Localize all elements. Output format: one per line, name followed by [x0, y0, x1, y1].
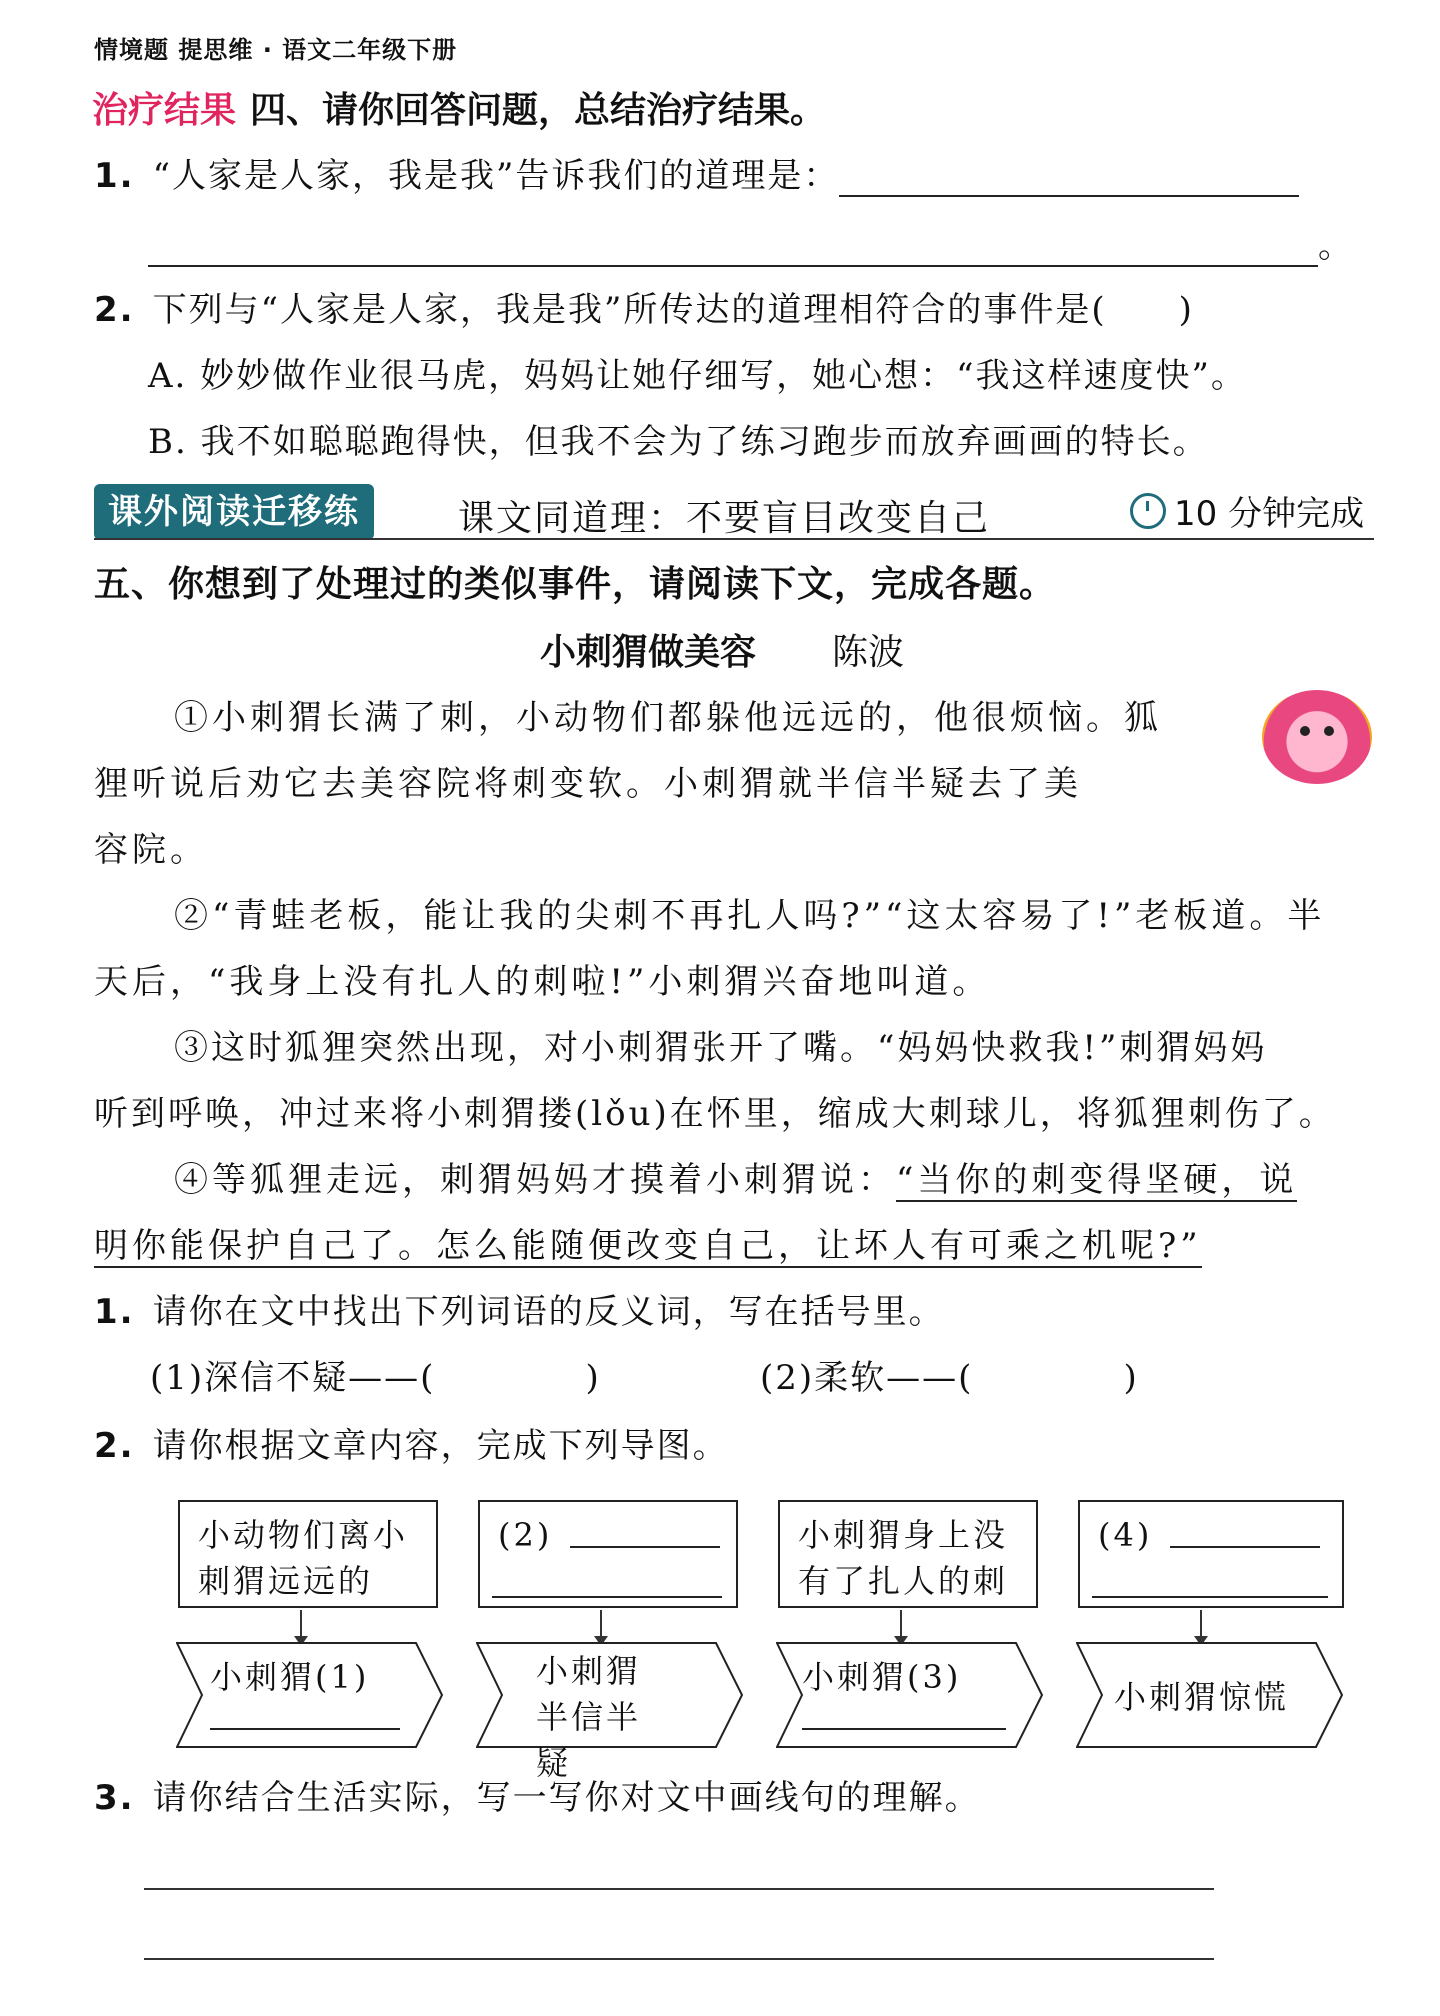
- s4-q1-number: 1.: [94, 156, 135, 196]
- diagram-tag-4: [1076, 1642, 1344, 1748]
- diagram-box-1: [178, 1500, 438, 1608]
- q2: [94, 1418, 729, 1467]
- s4-q1-text: “人家是人家，我是我”告诉我们的道理是：: [152, 156, 840, 196]
- diagram-tag-1-text: 小刺猬(1): [210, 1658, 370, 1696]
- section4-tag: 治疗结果: [92, 90, 237, 131]
- p2-line1: ②“青蛙老板，能让我的尖刺不再扎人吗?”“这太容易了!”老板道。半: [174, 896, 1326, 936]
- diagram-box-1-text: 小动物们离小刺猬远远的: [198, 1516, 409, 1600]
- diagram-box-2: [478, 1500, 738, 1608]
- diagram-box-4: [1078, 1500, 1344, 1608]
- diagram-tag-3-text: 小刺猬(3): [802, 1658, 962, 1696]
- story-title: 小刺猬做美容: [540, 632, 757, 673]
- diagram-arrow-4: [1200, 1610, 1202, 1638]
- diagram-box-4-blank-2[interactable]: [1092, 1596, 1328, 1598]
- q3-answer-line-2[interactable]: [144, 1958, 1214, 1960]
- section5-title: 五、你想到了处理过的类似事件，请阅读下文，完成各题。: [94, 564, 1057, 605]
- q1-item2-text: (2)柔软——(: [760, 1358, 974, 1398]
- p4-underlined-1: “当你的刺变得坚硬，说: [896, 1160, 1298, 1200]
- diagram-box-2-blank-1[interactable]: [570, 1546, 720, 1548]
- diagram-arrow-1: [300, 1610, 302, 1638]
- reading-banner: 课外阅读迁移练: [94, 484, 374, 540]
- p1-line2: 狸听说后劝它去美容院将刺变软。小刺猬就半信半疑去了美: [94, 764, 1082, 804]
- q1-item1: [150, 1350, 601, 1399]
- time-limit: [1130, 486, 1364, 535]
- diagram-box-3: [778, 1500, 1038, 1608]
- diagram-box-4-text: (4): [1098, 1516, 1153, 1554]
- diagram-tag-3-blank[interactable]: [802, 1728, 1006, 1730]
- s4-q1-end: 。: [1318, 226, 1354, 266]
- p1-line3: 容院。: [94, 830, 208, 870]
- banner-divider: [94, 538, 1374, 540]
- s4-q2-text: 下列与“人家是人家，我是我”所传达的道理相符合的事件是( ): [152, 290, 1194, 330]
- diagram-arrow-2: [600, 1610, 602, 1638]
- p4-underlined-2: 明你能保护自己了。怎么能随便改变自己，让坏人有可乘之机呢?”: [94, 1226, 1202, 1266]
- time-limit-text: 10 分钟完成: [1174, 494, 1365, 534]
- p2-line2: 天后，“我身上没有扎人的刺啦!”小刺猬兴奋地叫道。: [94, 962, 991, 1002]
- p3-line1: ③这时狐狸突然出现，对小刺猬张开了嘴。“妈妈快救我!”刺猬妈妈: [174, 1028, 1268, 1068]
- s4-q2: [94, 282, 1194, 331]
- p4-start: ④等狐狸走远，刺猬妈妈才摸着小刺猬说：: [174, 1160, 896, 1200]
- banner-subtitle: 课文同道理：不要盲目改变自己: [458, 498, 991, 539]
- clock-icon: [1130, 493, 1166, 529]
- story-author: 陈波: [832, 632, 905, 673]
- q1-item2: [760, 1350, 1139, 1399]
- q2-text: 请你根据文章内容，完成下列导图。: [152, 1426, 729, 1466]
- s4-q1: [94, 148, 1299, 197]
- q1-item1-close: ): [585, 1358, 601, 1398]
- s4-q1-answer-blank-2[interactable]: [148, 265, 1318, 267]
- diagram-box-3-text: 小刺猬身上没有了扎人的刺: [798, 1516, 1009, 1600]
- diagram-arrow-3: [900, 1610, 902, 1638]
- diagram-tag-1: [176, 1642, 444, 1748]
- diagram-tag-2: [476, 1642, 744, 1782]
- p4-line1: [174, 1152, 1297, 1201]
- s4-q2-option-b[interactable]: B. 我不如聪聪跑得快，但我不会为了练习跑步而放弃画画的特长。: [148, 422, 1209, 462]
- q1-number: 1.: [94, 1292, 135, 1332]
- s4-q2-number: 2.: [94, 290, 135, 330]
- hedgehog-illustration: [1262, 690, 1372, 784]
- q2-number: 2.: [94, 1426, 135, 1466]
- q3-answer-line-1[interactable]: [144, 1888, 1214, 1890]
- diagram-box-2-blank-2[interactable]: [492, 1596, 722, 1598]
- p1-line1: ①小刺猬长满了刺，小动物们都躲他远远的，他很烦恼。狐: [174, 698, 1162, 738]
- p3-line2: 听到呼唤，冲过来将小刺猬搂(lǒu)在怀里，缩成大刺球儿，将狐狸刺伤了。: [94, 1094, 1336, 1134]
- diagram-tag-4-text: 小刺猬惊慌: [1114, 1678, 1290, 1716]
- s4-q1-line2: [148, 218, 1354, 267]
- q1-text: 请你在文中找出下列词语的反义词，写在括号里。: [152, 1292, 945, 1332]
- s4-q2-option-a[interactable]: A. 妙妙做作业很马虎，妈妈让她仔细写，她心想：“我这样速度快”。: [148, 356, 1247, 396]
- q3: [94, 1770, 981, 1819]
- diagram-tag-2-text: 小刺猬半信半疑: [536, 1652, 642, 1782]
- diagram-tag-1-blank[interactable]: [210, 1728, 400, 1730]
- page-header: 情境题 提思维 · 语文二年级下册: [94, 36, 458, 64]
- p4-line2: [94, 1218, 1202, 1267]
- diagram-box-4-blank-1[interactable]: [1170, 1546, 1320, 1548]
- diagram-box-2-text: (2): [498, 1516, 553, 1554]
- section4-heading: 四、请你回答问题，总结治疗结果。: [250, 90, 827, 131]
- s4-q1-answer-blank-1[interactable]: [839, 195, 1299, 197]
- q1: [94, 1284, 945, 1333]
- q1-item1-text: (1)深信不疑——(: [150, 1358, 436, 1398]
- section4-title: [92, 82, 826, 133]
- q3-number: 3.: [94, 1778, 135, 1818]
- diagram-tag-3: [776, 1642, 1044, 1748]
- q3-text: 请你结合生活实际，写一写你对文中画线句的理解。: [152, 1778, 981, 1818]
- q1-item2-close: ): [1123, 1358, 1139, 1398]
